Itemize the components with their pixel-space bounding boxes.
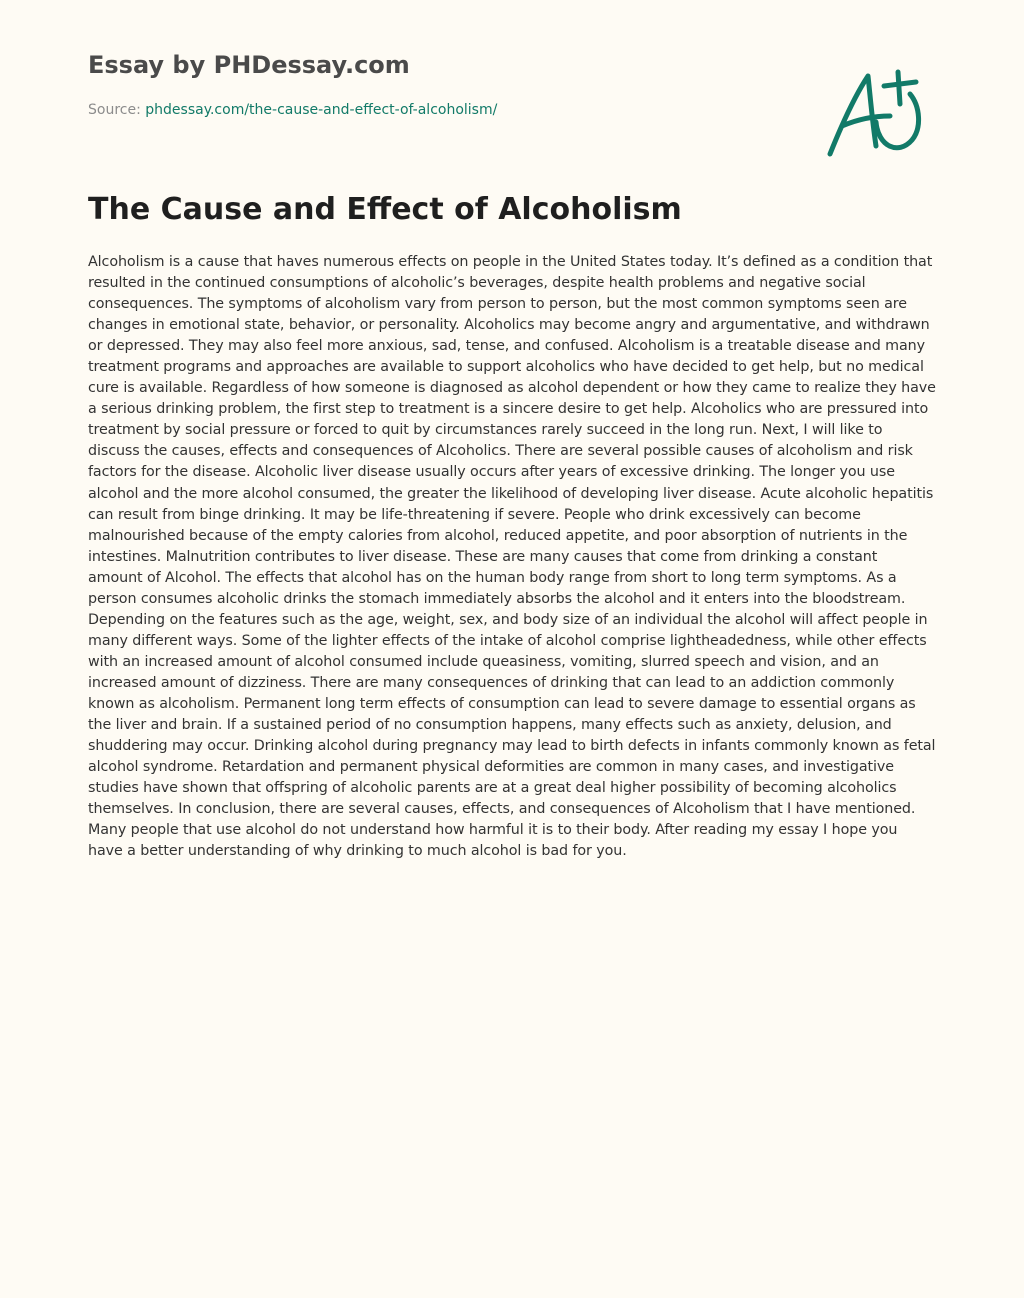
a-plus-grade-icon (820, 64, 930, 164)
essay-title: The Cause and Effect of Alcoholism (88, 192, 682, 227)
source-link[interactable]: phdessay.com/the-cause-and-effect-of-alcoholism/ (145, 102, 498, 118)
source-label: Source: (88, 102, 146, 118)
source-line (88, 100, 788, 120)
site-brand: Essay by PHDessay.com (88, 51, 410, 79)
essay-body: Alcoholism is a cause that haves numerous effects on people in the United States today. It’s defined as a condition that resulted in the continued consumptions of alcoholic’s beverages, despite health problems and negative social consequences. The symptoms of alcoholism vary from person to person, but the most common symptoms seen are changes in emotional state, behavior, or personality. Alcoholics may become angry and argumentative, and withdrawn or depressed. They may also feel more anxious, sad, tense, and confused. Alcoholism is a treatable disease and many treatment programs and approaches are available to support alcoholics who have decided to get help, but no medical cure is available. Regardless of how someone is diagnosed as alcohol dependent or how they came to realize they have a serious drinking problem, the first step to treatment is a sincere desire to get help. Alcoholics who are pressured into treatment by social pressure or forced to quit by circumstances rarely succeed in the long run. Next, I will like to discuss the causes, effects and consequences of Alcoholics. There are several possible causes of alcoholism and risk factors for the disease. Alcoholic liver disease usually occurs after years of excessive drinking. The longer you use alcohol and the more alcohol consumed, the greater the likelihood of developing liver disease. Acute alcoholic hepatitis can result from binge drinking. It may be life-threatening if severe. People who drink excessively can become malnourished because of the empty calories from alcohol, reduced appetite, and poor absorption of nutrients in the intestines. Malnutrition contributes to liver disease. These are many causes that come from drinking a constant amount of Alcohol. The effects that alcohol has on the human body range from short to long term symptoms. As a person consumes alcoholic drinks the stomach immediately absorbs the alcohol and it enters into the bloodstream. Depending on the features such as the age, weight, sex, and body size of an individual the alcohol will affect people in many different ways. Some of the lighter effects of the intake of alcohol comprise lightheadedness, while other effects with an increased amount of alcohol consumed include queasiness, vomiting, slurred speech and vision, and an increased amount of dizziness. There are many consequences of drinking that can lead to an addiction commonly known as alcoholism. Permanent long term effects of consumption can lead to severe damage to essential organs as the liver and brain. If a sustained period of no consumption happens, many effects such as anxiety, delusion, and shuddering may occur. Drinking alcohol during pregnancy may lead to birth defects in infants commonly known as fetal alcohol syndrome. Retardation and permanent physical deformities are common in many cases, and investigative studies have shown that offspring of alcoholic parents are at a great deal higher possibility of becoming alcoholics themselves. In conclusion, there are several causes, effects, and consequences of Alcoholism that I have mentioned. Many people that use alcohol do not understand how harmful it is to their body. After reading my essay I hope you have a better understanding of why drinking to much alcohol is bad for you. (88, 254, 936, 860)
page-header (88, 48, 788, 120)
